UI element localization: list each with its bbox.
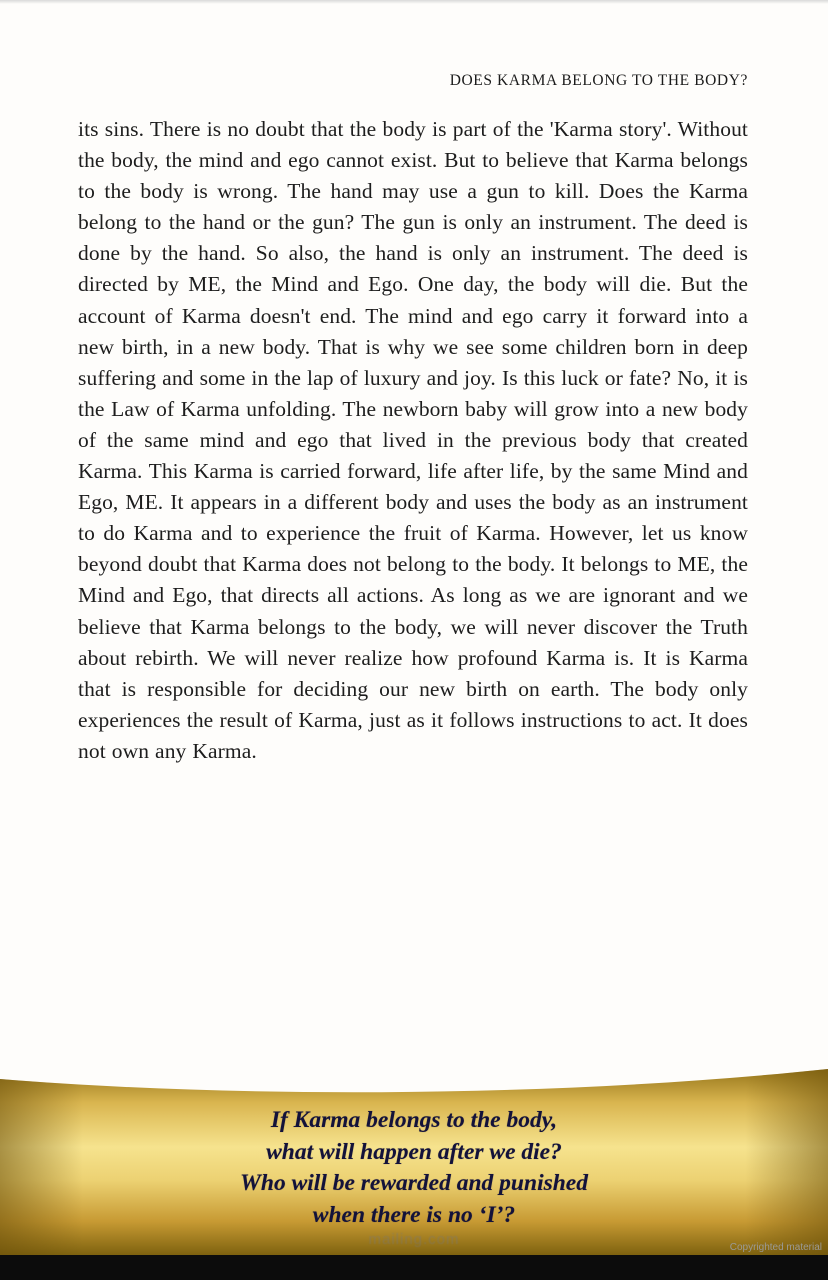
page-header-title: DOES KARMA BELONG TO THE BODY? <box>449 72 748 89</box>
body-paragraph: its sins. There is no doubt that the body is part of the 'Karma story'. Without the body, the mind and ego cannot exist. But to believe that Karma belongs to the body is wrong. The hand may use a gun to kill. Does the Karma belong to the hand or the gun? The gun is only an instrument. The deed is done by the hand. So also, the hand is only an instrument. The deed is directed by ME, the Mind and Ego. One day, the body will die. But the account of Karma doesn't end. The mind and ego carry it forward into a new birth, in a new body. That is why we see some children born in deep suffering and some in the lap of luxury and joy. Is this luck or fate? No, it is the Law of Karma unfolding. The newborn baby will grow into a new body of the same mind and ego that lived in the previous body that created Karma. This Karma is carried forward, life after life, by the same Mind and Ego, ME. It appears in a different body and uses the body as an instrument to do Karma and to experience the fruit of Karma. However, let us know beyond doubt that Karma does not belong to the body. It belongs to ME, the Mind and Ego, that directs all actions. As long as we are ignorant and we believe that Karma belongs to the body, we will never discover the Truth about rebirth. We will never realize how profound Karma is. It is Karma that is responsible for deciding our new birth on earth. The body only experiences the result of Karma, just as it follows instructions to act. It does not own any Karma. <box>78 117 748 763</box>
footer-bar <box>0 1255 828 1280</box>
copyright-note: Copyrighted material <box>729 1242 822 1253</box>
scan-edge <box>0 0 828 4</box>
banner-quote-line: If Karma belongs to the body, <box>270 1107 558 1133</box>
banner-quote-line: what will happen after we die? <box>266 1138 562 1165</box>
banner-quote-line: Who will be rewarded and punished <box>240 1170 588 1196</box>
watermark: mailing.com <box>368 1231 460 1248</box>
banner-quote-line: when there is no ‘I’? <box>312 1201 516 1228</box>
gold-banner <box>0 1063 828 1255</box>
banner-quote <box>0 1105 828 1231</box>
